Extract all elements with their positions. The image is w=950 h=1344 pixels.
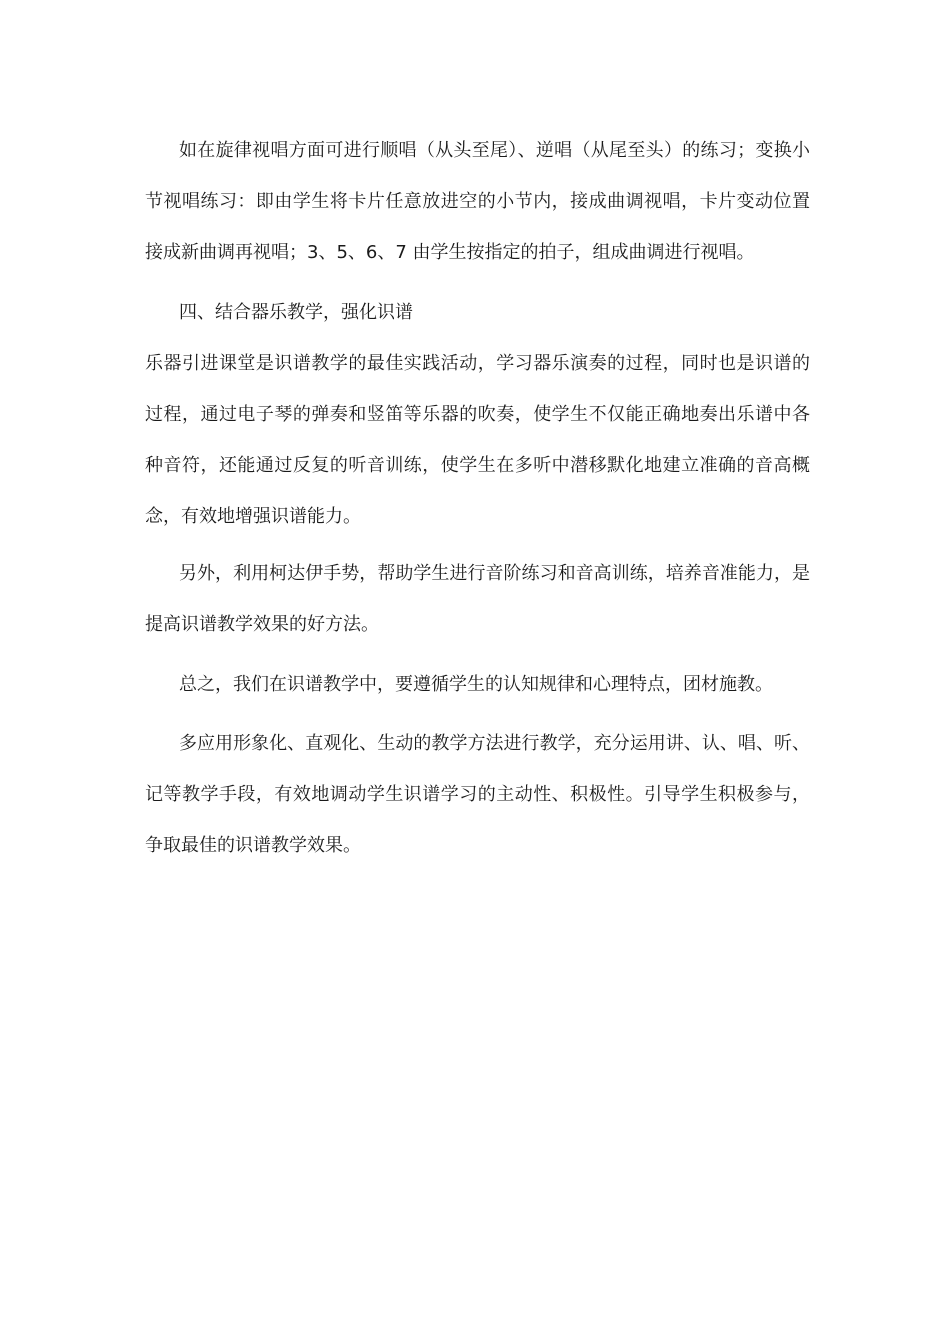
section-heading-instrumental: 四、结合器乐教学，强化识谱 [179,302,413,323]
paragraph-instrument-practice: 乐器引进课堂是识谱教学的最佳实践活动，学习器乐演奏的过程，同时也是识谱的过程，通过电子琴的弹奏和竖笛等乐器的吹奏，使学生不仅能正确地奏出乐谱中各种音符，还能通过反复的听音训练，使学生在多听中潜移默化地建立准确的音高概念，有效地增强识谱能力。 [145,353,810,527]
paragraph-melody-sightsinging: 如在旋律视唱方面可进行顺唱（从头至尾）、逆唱（从尾至头）的练习；变换小节视唱练习：即由学生将卡片任意放进空的小节内，接成曲调视唱，卡片变动位置接成新曲调再视唱；3、5、6、7 由学生按指定的拍子，组成曲调进行视唱。 [145,140,810,263]
paragraph-kodaly-handsigns: 另外，利用柯达伊手势，帮助学生进行音阶练习和音高训练，培养音准能力，是提高识谱教学效果的好方法。 [145,563,810,635]
paragraph-summary: 总之，我们在识谱教学中，要遵循学生的认知规律和心理特点，团材施教。 [179,674,773,695]
paragraph-teaching-methods: 多应用形象化、直观化、生动的教学方法进行教学，充分运用讲、认、唱、听、记等教学手段，有效地调动学生识谱学习的主动性、积极性。引导学生积极参与，争取最佳的识谱教学效果。 [145,733,810,856]
